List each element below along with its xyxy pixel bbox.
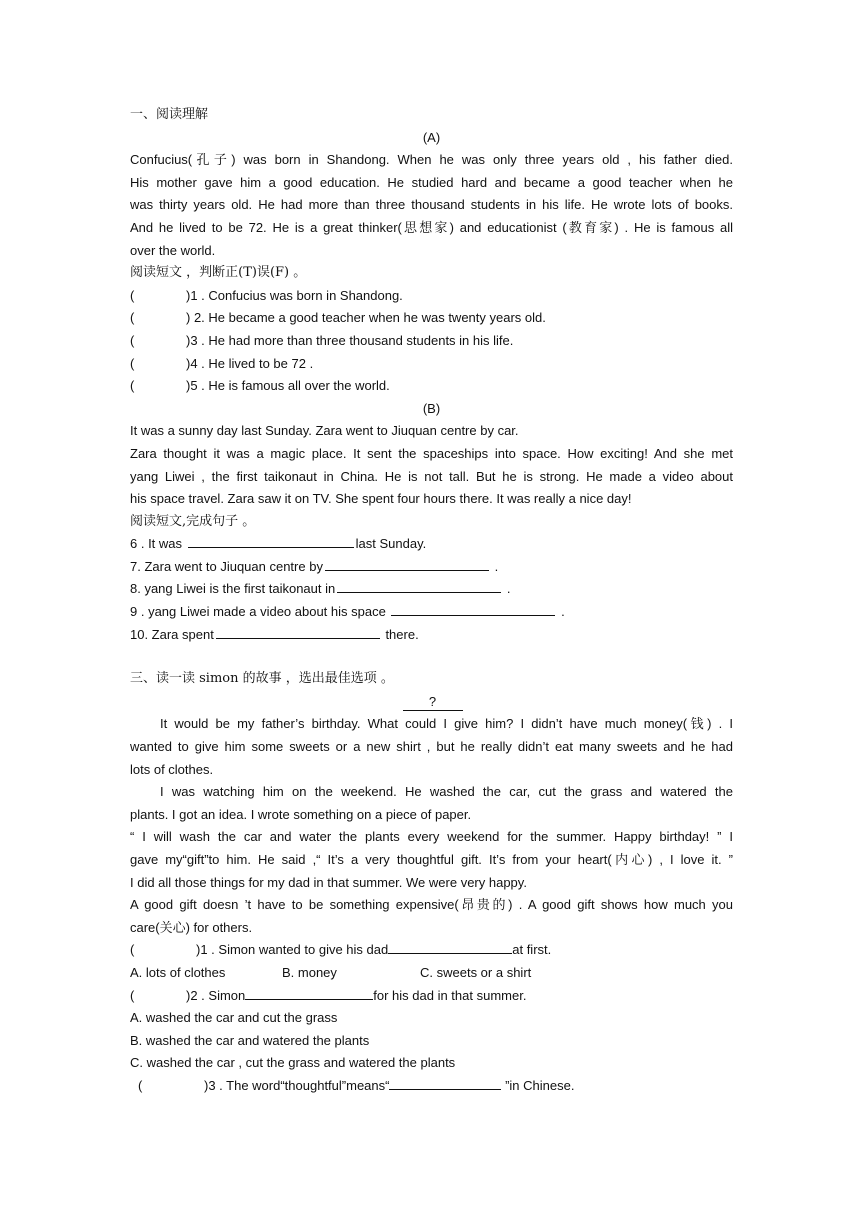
answer-blank[interactable] bbox=[391, 601, 555, 616]
passage-a-instruction: 阅读短文 ，判断正(T)误(F) 。 bbox=[130, 265, 307, 281]
fill-question bbox=[130, 624, 733, 647]
answer-paren[interactable]: ( bbox=[130, 987, 135, 1003]
story-line: plants. I got an idea. I wrote something on a piece of paper. bbox=[130, 806, 472, 822]
tf-question bbox=[130, 353, 733, 376]
passage-a-line: And he lived to be 72. He is a great thinker(思想家) and educationist (教育家) . He is famous all bbox=[130, 219, 733, 235]
story-line: wanted to give him some sweets or a new shirt , but he really didn’t eat many sweets and he had bbox=[130, 739, 733, 755]
story-line: gave my“gift”to him. He said ,“ It’s a very thoughtful gift. It’s from your heart(内心) , I love it. ” bbox=[130, 852, 733, 867]
question-text: 7. Zara went to Jiuquan centre by bbox=[130, 558, 323, 574]
option-c[interactable]: C. sweets or a shirt bbox=[420, 964, 532, 980]
option-c[interactable]: C. washed the car , cut the grass and watered the plants bbox=[130, 1055, 456, 1071]
question-text: )4 . He lived to be 72 . bbox=[186, 355, 314, 371]
option-a[interactable]: A. washed the car and cut the grass bbox=[130, 1010, 338, 1026]
question-text: . bbox=[490, 558, 499, 574]
story-line: I was watching him on the weekend. He washed the car, cut the grass and watered the bbox=[160, 784, 733, 800]
answer-blank[interactable] bbox=[188, 533, 354, 548]
fill-question bbox=[130, 578, 733, 601]
question-text: )3 . The word“thoughtful”means“ bbox=[204, 1077, 390, 1093]
passage-a-label: (A) bbox=[422, 129, 441, 145]
question-text: )5 . He is famous all over the world. bbox=[186, 378, 390, 394]
mc-question-1 bbox=[130, 939, 733, 962]
fill-question bbox=[130, 556, 733, 579]
passage-a-line: His mother gave him a good education. He studied hard and became a good teacher when he bbox=[130, 174, 733, 190]
story-line: “ I will wash the car and water the plants every weekend for the summer. Happy birthday! ” I bbox=[130, 829, 733, 845]
passage-b-label: (B) bbox=[422, 400, 441, 416]
answer-paren[interactable]: ( bbox=[130, 355, 135, 371]
option-a[interactable]: A. lots of clothes bbox=[130, 964, 226, 980]
mc-options-1 bbox=[130, 962, 733, 985]
question-text: for his dad in that summer. bbox=[373, 987, 527, 1003]
passage-a-line: Confucius(孔子) was born in Shandong. When he was only three years old , his father died. bbox=[130, 152, 733, 168]
question-text: )1 . Confucius was born in Shandong. bbox=[186, 287, 403, 303]
answer-paren[interactable]: ( bbox=[138, 1077, 143, 1093]
answer-paren[interactable]: ( bbox=[130, 310, 135, 326]
question-text: there. bbox=[381, 626, 419, 642]
story-line: I did all those things for my dad in that summer. We were very happy. bbox=[130, 874, 527, 890]
fill-question bbox=[130, 533, 733, 556]
passage-b-line: his space travel. Zara saw it on TV. She spent four hours there. It was really a nice day! bbox=[130, 491, 632, 507]
tf-question bbox=[130, 285, 733, 308]
passage-a-line: over the world. bbox=[130, 242, 216, 258]
passage-b-line: Zara thought it was a magic place. It sent the spaceships into space. How exciting! And she met bbox=[130, 445, 733, 461]
answer-paren[interactable]: ( bbox=[130, 378, 135, 394]
tf-question bbox=[130, 307, 733, 330]
section-heading-reading: 一、阅读理解 bbox=[130, 107, 209, 122]
section-heading-simon: 三、读一读 simon 的故事 ，选出最佳选项 。 bbox=[130, 671, 394, 687]
story-line: lots of clothes. bbox=[130, 761, 214, 777]
question-text: )2 . Simon bbox=[186, 987, 246, 1003]
story-line: It would be my father’s birthday. What could I give him? I didn’t have much money(钱) . I bbox=[160, 716, 733, 732]
passage-b-line: It was a sunny day last Sunday. Zara went to Jiuquan centre by car. bbox=[130, 423, 519, 439]
passage-a-line: was thirty years old. He had more than three thousand students in his life. He wrote lots of books. bbox=[130, 197, 733, 213]
question-text: . bbox=[557, 604, 565, 620]
fill-question bbox=[130, 601, 733, 624]
option-b[interactable]: B. washed the car and watered the plants bbox=[130, 1032, 370, 1048]
passage-b-instruction: 阅读短文,完成句子 。 bbox=[130, 513, 256, 529]
answer-blank[interactable] bbox=[337, 578, 501, 593]
story-title bbox=[130, 691, 733, 714]
answer-blank[interactable] bbox=[388, 939, 512, 954]
question-text: ) 2. He became a good teacher when he was twenty years old. bbox=[186, 310, 546, 326]
answer-paren[interactable]: ( bbox=[130, 287, 135, 303]
question-text: )3 . He had more than three thousand students in his life. bbox=[186, 332, 514, 348]
question-text: 10. Zara spent bbox=[130, 626, 214, 642]
question-text: ”in Chinese. bbox=[501, 1077, 575, 1093]
section-gap bbox=[130, 646, 733, 668]
answer-paren[interactable]: ( bbox=[130, 332, 135, 348]
answer-blank[interactable] bbox=[245, 985, 373, 1000]
worksheet-page bbox=[130, 104, 733, 1098]
answer-blank[interactable] bbox=[389, 1075, 501, 1090]
mc-question-2 bbox=[130, 985, 733, 1008]
option-b[interactable]: B. money bbox=[282, 964, 337, 980]
answer-paren[interactable]: ( bbox=[130, 942, 135, 958]
question-text: . bbox=[503, 581, 511, 597]
question-text: 6 . It was bbox=[130, 536, 186, 552]
answer-blank[interactable] bbox=[325, 556, 489, 571]
tf-question bbox=[130, 330, 733, 353]
story-title-blank: ? bbox=[403, 694, 463, 711]
question-text: last Sunday. bbox=[355, 536, 427, 552]
question-text: at first. bbox=[512, 942, 552, 958]
passage-b-line: yang Liwei , the first taikonaut in China. He is not tall. But he is strong. He made a video about bbox=[130, 468, 733, 484]
story-line: A good gift doesn ’t have to be something expensive(昂贵的) . A good gift shows how much you bbox=[130, 897, 733, 913]
tf-question bbox=[130, 375, 733, 398]
question-text: )1 . Simon wanted to give his dad bbox=[196, 942, 389, 958]
answer-blank[interactable] bbox=[216, 624, 380, 639]
story-line: care(关心) for others. bbox=[130, 919, 253, 935]
question-text: 9 . yang Liwei made a video about his space bbox=[130, 604, 390, 620]
mc-question-3 bbox=[130, 1075, 733, 1098]
question-text: 8. yang Liwei is the first taikonaut in bbox=[130, 581, 336, 597]
